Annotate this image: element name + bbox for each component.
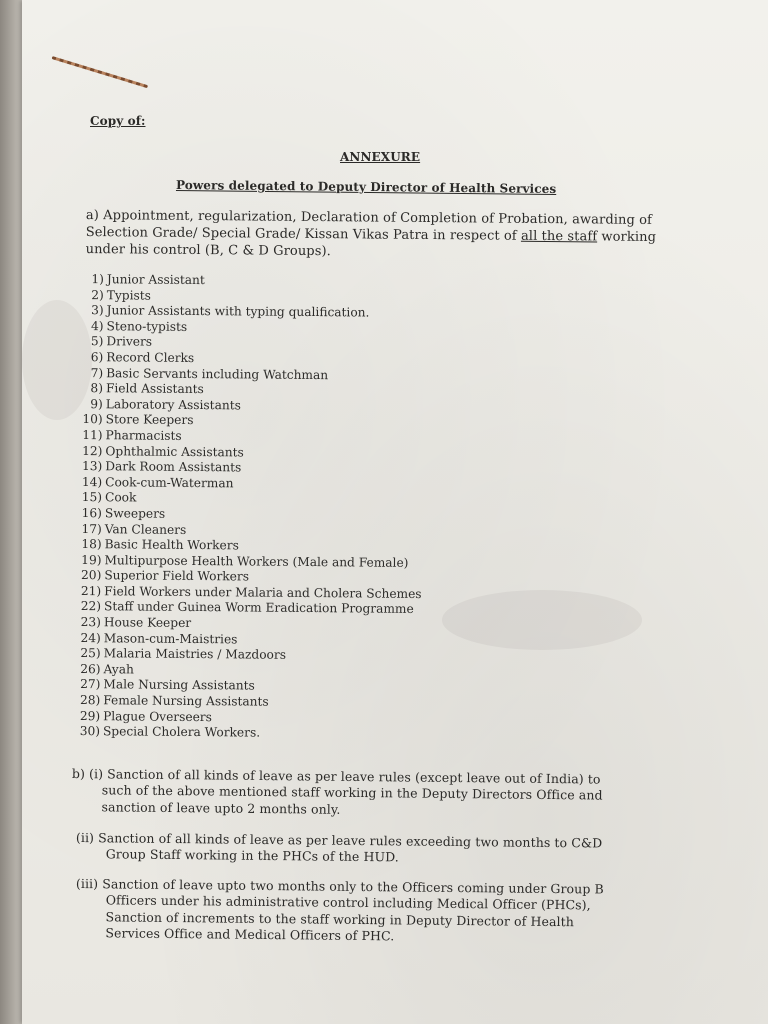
list-item-number: 10) [82, 412, 103, 427]
list-item-number: 20) [81, 568, 102, 583]
list-item-label: Record Clerks [106, 350, 195, 365]
list-item-label: Field Assistants [105, 381, 204, 397]
list-item-label: Malaria Maistries / Mazdoors [103, 646, 287, 663]
list-item-label: Field Workers under Malaria and Cholera Schemes [104, 584, 422, 601]
list-item-number: 26) [80, 661, 101, 677]
paragraph-b-ii [76, 830, 656, 869]
list-item-label: Cook [104, 490, 137, 505]
list-item-number: 9) [90, 396, 103, 411]
list-item-label: Basic Health Workers [104, 537, 239, 553]
list-item-label: Junior Assistant [106, 272, 205, 288]
list-item-label: Sweepers [104, 506, 166, 521]
list-item-number: 1) [91, 272, 104, 287]
list-item-label: Laboratory Assistants [105, 396, 241, 413]
list-item-label: Drivers [106, 334, 153, 350]
list-item-label: Van Cleaners [104, 521, 187, 537]
list-item-label: Ayah [103, 662, 134, 677]
list-item-number: 30) [79, 724, 101, 739]
list-item-label: Junior Assistants with typing qualification. [106, 303, 370, 320]
list-item-number: 7) [90, 365, 104, 380]
staff-list [76, 272, 424, 743]
list-item-label: Cook-cum-Waterman [105, 474, 234, 491]
list-item-label: Female Nursing Assistants [103, 693, 269, 709]
list-item-number: 12) [82, 443, 103, 458]
paragraph-b-line: b) (i) Sanction of all kinds of leave as per leave rules (except leave out of India) to [71, 766, 601, 787]
list-item-number: 15) [81, 490, 103, 505]
list-item-label: House Keeper [103, 615, 192, 631]
list-item-number: 5) [90, 334, 104, 349]
list-item-number: 21) [80, 583, 102, 599]
list-item-label: Steno-typists [106, 319, 188, 334]
list-item-number: 16) [81, 505, 102, 521]
list-item-number: 23) [80, 615, 102, 630]
list-item-number: 29) [79, 708, 101, 723]
list-item-label: Typists [106, 287, 151, 303]
list-item-number: 18) [81, 537, 102, 552]
paragraph-a-text-end: working under his control (B, C & D Groups). [85, 229, 657, 259]
list-item-label: Basic Servants including Watchman [106, 365, 329, 382]
paragraph-d-line: Sanction of increments to the staff working in Deputy Director of Health [105, 908, 575, 929]
list-item-label: Store Keepers [105, 412, 194, 428]
document-subtitle: Powers delegated to Deputy Director of Health Services [175, 178, 557, 196]
paragraph-b-line: such of the above mentioned staff working in the Deputy Directors Office and [101, 782, 603, 803]
list-item [76, 724, 421, 743]
list-item-number: 3) [91, 303, 104, 318]
list-item-number: 8) [90, 381, 104, 396]
list-item-label: Pharmacists [105, 428, 182, 443]
paragraph-b-iii [75, 876, 656, 947]
list-item-label: Superior Field Workers [104, 568, 250, 584]
list-item-label: Dark Room Assistants [105, 459, 242, 475]
paragraph-a-text-start: a) Appointment, regularization, Declaration of Completion of Probation, awarding of Selection Grade/ Special Grade/ Kissan Vikas Patra in respect of [85, 208, 653, 244]
paragraph-a [86, 208, 671, 264]
list-item-number: 13) [81, 459, 103, 474]
paragraph-c-line: Group Staff working in the PHCs of the HUD. [105, 846, 399, 865]
paragraph-b-line: sanction of leave upto 2 months only. [101, 798, 341, 817]
paragraph-a-underlined: all the staff [520, 228, 598, 245]
paragraph-b-i [71, 766, 651, 821]
list-item-number: 28) [79, 693, 101, 708]
list-item-label: Mason-cum-Maistries [103, 630, 238, 647]
scan-smudge [442, 590, 642, 650]
list-item-number: 22) [80, 599, 102, 614]
document-title: ANNEXURE [340, 150, 421, 164]
list-item-number: 25) [80, 646, 101, 661]
paragraph-d-line: (iii) Sanction of leave upto two months only to the Officers coming under Group B [75, 876, 604, 897]
list-item-number: 24) [80, 630, 101, 645]
list-item-number: 19) [81, 552, 102, 567]
paragraph-d-line: Services Office and Medical Officers of PHC. [105, 925, 395, 944]
list-item-number: 17) [81, 521, 102, 536]
list-item-number: 6) [90, 350, 104, 365]
list-item-number: 14) [81, 474, 103, 489]
list-item-number: 27) [80, 677, 101, 692]
copy-of-label: Copy of: [90, 114, 146, 128]
binding-thread [52, 56, 149, 88]
paragraph-d-line: Officers under his administrative control including Medical Officer (PHCs), [105, 892, 591, 913]
list-item-number: 11) [82, 427, 103, 443]
list-item-label: Plague Overseers [103, 708, 212, 724]
list-item-label: Special Cholera Workers. [102, 724, 261, 740]
paragraph-c-line: (ii) Sanction of all kinds of leave as per leave rules exceeding two months to C&D [75, 830, 603, 851]
list-item-number: 4) [90, 318, 104, 333]
list-item-label: Staff under Guinea Worm Eradication Programme [104, 599, 414, 617]
list-item-label: Ophthalmic Assistants [105, 443, 244, 459]
list-item-label: Male Nursing Assistants [103, 677, 255, 693]
list-item-label: Multipurpose Health Workers (Male and Female) [104, 552, 409, 570]
list-item-number: 2) [91, 287, 104, 302]
